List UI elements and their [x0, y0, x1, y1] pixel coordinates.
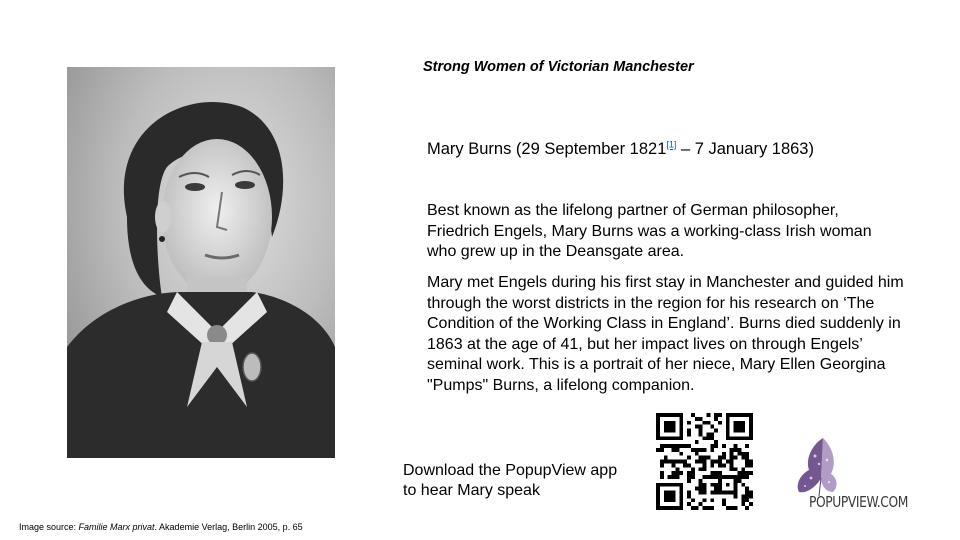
- portrait-photo: [67, 67, 335, 458]
- image-source-credit: [19, 522, 303, 532]
- page-heading: [427, 140, 814, 159]
- popupview-logo[interactable]: [793, 434, 943, 514]
- qr-code[interactable]: [656, 413, 753, 510]
- paragraph-intro: Best known as the lifelong partner of German philosopher, Friedrich Engels, Mary Burns was a working-class Irish woman who grew up in the Deansgate area.: [427, 202, 872, 260]
- footnote-link[interactable]: [1]: [666, 139, 677, 150]
- source-suffix: . Akademie Verlag, Berlin 2005, p. 65: [154, 522, 303, 532]
- butterfly-logo-icon: [793, 434, 853, 496]
- footnote-ref[interactable]: [666, 140, 676, 150]
- series-title: Strong Women of Victorian Manchester: [423, 59, 694, 75]
- heading-text-before: Mary Burns (29 September 1821: [427, 140, 667, 158]
- source-title: Familie Marx privat: [78, 522, 155, 532]
- source-prefix: Image source:: [19, 522, 79, 532]
- download-prompt: Download the PopupView app to hear Mary speak: [403, 462, 618, 499]
- paragraph-body: Mary met Engels during his first stay in Manchester and guided him through the worst districts in the region for his research on ‘The Condition of the Working Class in England’. Burns died suddenly in 1863 at the age of 41, but her impact lives on through Engels’ seminal work. This is a portrait of her niece, Mary Ellen Georgina "Pumps" Burns, a lifelong companion.: [427, 274, 904, 394]
- heading-text-after: – 7 January 1863): [676, 140, 814, 158]
- logo-text: POPUPVIEW.COM: [809, 493, 908, 511]
